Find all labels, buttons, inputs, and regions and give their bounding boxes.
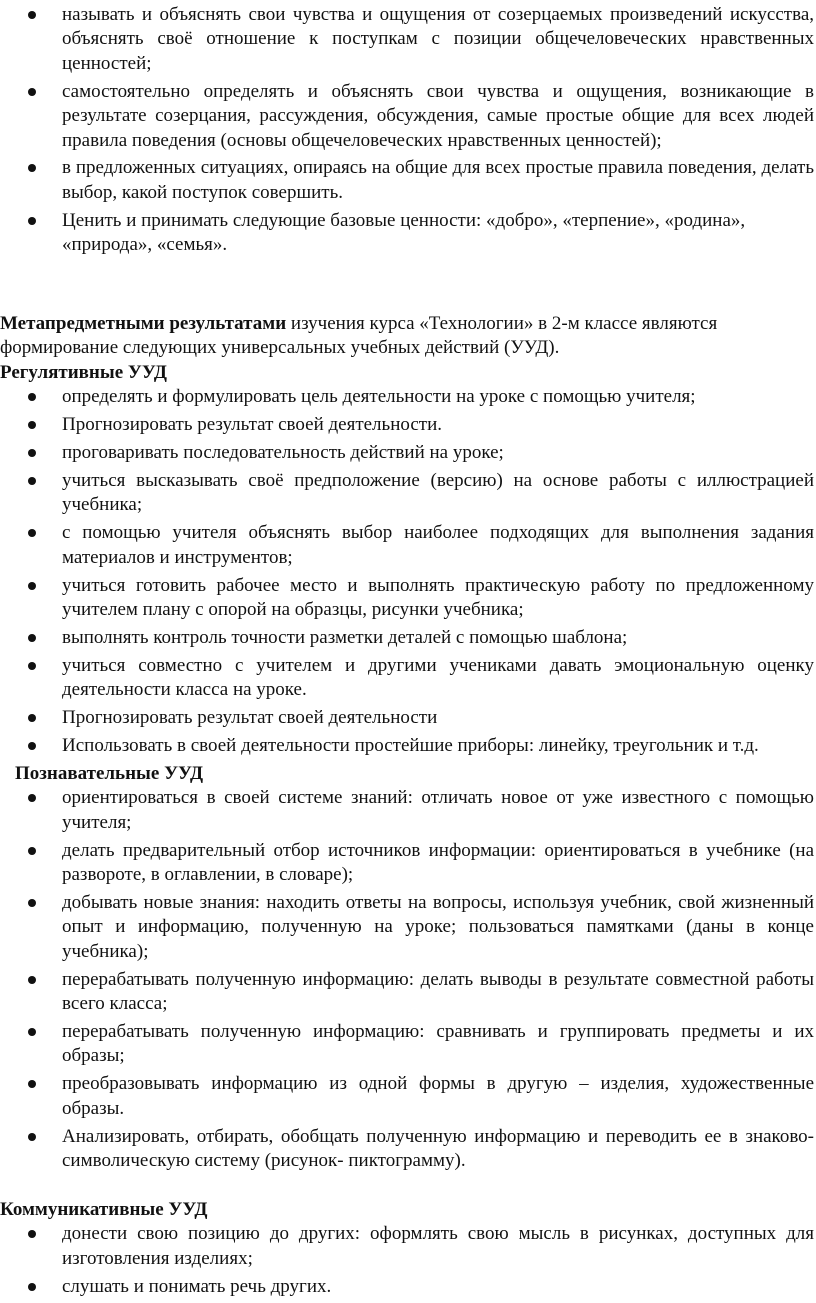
communicative-list	[0, 1222, 816, 1299]
bullet-icon	[28, 393, 36, 401]
bullet-icon	[28, 529, 36, 537]
bullet-icon	[28, 1133, 36, 1141]
bullet-icon	[28, 634, 36, 642]
list-item: определять и формулировать цель деятельности на уроке с помощью учителя;	[0, 385, 816, 409]
personal-results-list	[0, 3, 816, 258]
bullet-icon	[28, 217, 36, 225]
list-item: перерабатывать полученную информацию: сравнивать и группировать предметы и их образы;	[0, 1020, 816, 1069]
list-item: выполнять контроль точности разметки деталей с помощью шаблона;	[0, 626, 816, 650]
list-item: добывать новые знания: находить ответы на вопросы, используя учебник, свой жизненный опыт и информацию, полученную на уроке; пользоваться памятками (даны в конце учебника);	[0, 891, 816, 964]
list-item: ориентироваться в своей системе знаний: отличать новое от уже известного с помощью учителя;	[0, 786, 816, 835]
list-item: перерабатывать полученную информацию: делать выводы в результате совместной работы всего класса;	[0, 968, 816, 1017]
list-item: учиться совместно с учителем и другими учениками давать эмоциональную оценку деятельности класса на уроке.	[0, 654, 816, 703]
list-item: донести свою позицию до других: оформлять свою мысль в рисунках, доступных для изготовления изделиях;	[0, 1222, 816, 1271]
bullet-icon	[28, 88, 36, 96]
list-item: Прогнозировать результат своей деятельности.	[0, 413, 816, 437]
list-item: учиться готовить рабочее место и выполнять практическую работу по предложенному учителем плану с опорой на образцы, рисунки учебника;	[0, 574, 816, 623]
bullet-icon	[28, 742, 36, 750]
bullet-icon	[28, 582, 36, 590]
bullet-icon	[28, 449, 36, 457]
bullet-icon	[28, 1283, 36, 1291]
list-item: Анализировать, отбирать, обобщать полученную информацию и переводить ее в знаково-символическую систему (рисунок- пиктограмму).	[0, 1125, 816, 1174]
bullet-icon	[28, 477, 36, 485]
communicative-heading: Коммуникативные УУД	[0, 1198, 208, 1220]
bullet-icon	[28, 899, 36, 907]
bullet-icon	[28, 794, 36, 802]
bullet-icon	[28, 421, 36, 429]
list-item: слушать и понимать речь других.	[0, 1275, 816, 1299]
cognitive-list	[0, 786, 816, 1173]
bullet-icon	[28, 714, 36, 722]
regulatory-heading: Регулятивные УУД	[0, 361, 167, 383]
bullet-icon	[28, 1230, 36, 1238]
list-item: Прогнозировать результат своей деятельности	[0, 706, 816, 730]
intro-bold: Метапредметными результатами	[0, 313, 287, 335]
cognitive-heading: Познавательные УУД	[15, 762, 204, 784]
bullet-icon	[28, 1080, 36, 1088]
list-item: Ценить и принимать следующие базовые ценности: «добро», «терпение», «родина», «природа», «семья».	[0, 209, 816, 258]
list-item: преобразовывать информацию из одной формы в другую – изделия, художественные образы.	[0, 1072, 816, 1121]
bullet-icon	[28, 847, 36, 855]
list-item: делать предварительный отбор источников информации: ориентироваться в учебнике (на развороте, в оглавлении, в словаре);	[0, 839, 816, 888]
bullet-icon	[28, 11, 36, 19]
list-item: учиться высказывать своё предположение (версию) на основе работы с иллюстрацией учебника;	[0, 469, 816, 518]
intro-paragraph	[0, 312, 816, 361]
bullet-icon	[28, 662, 36, 670]
regulatory-list	[0, 385, 816, 758]
list-item: самостоятельно определять и объяснять свои чувства и ощущения, возникающие в результате созерцания, рассуждения, обсуждения, самые простые общие для всех людей правила поведения (основы общечеловеческих нравственных ценностей);	[0, 80, 816, 153]
list-item: называть и объяснять свои чувства и ощущения от созерцаемых произведений искусства, объяснять своё отношение к поступкам с позиции общечеловеческих нравственных ценностей;	[0, 3, 816, 76]
list-item: в предложенных ситуациях, опираясь на общие для всех простые правила поведения, делать выбор, какой поступок совершить.	[0, 156, 816, 205]
document-page	[0, 3, 816, 1303]
list-item: проговаривать последовательность действий на уроке;	[0, 441, 816, 465]
bullet-icon	[28, 164, 36, 172]
list-item: Использовать в своей деятельности простейшие приборы: линейку, треугольник и т.д.	[0, 734, 816, 758]
bullet-icon	[28, 976, 36, 984]
list-item: с помощью учителя объяснять выбор наиболее подходящих для выполнения задания материалов и инструментов;	[0, 521, 816, 570]
bullet-icon	[28, 1028, 36, 1036]
intro-text: изучения курса «Технологии» в 2-м классе являются формирование следующих универсальных учебных действий (УУД).	[0, 313, 718, 359]
